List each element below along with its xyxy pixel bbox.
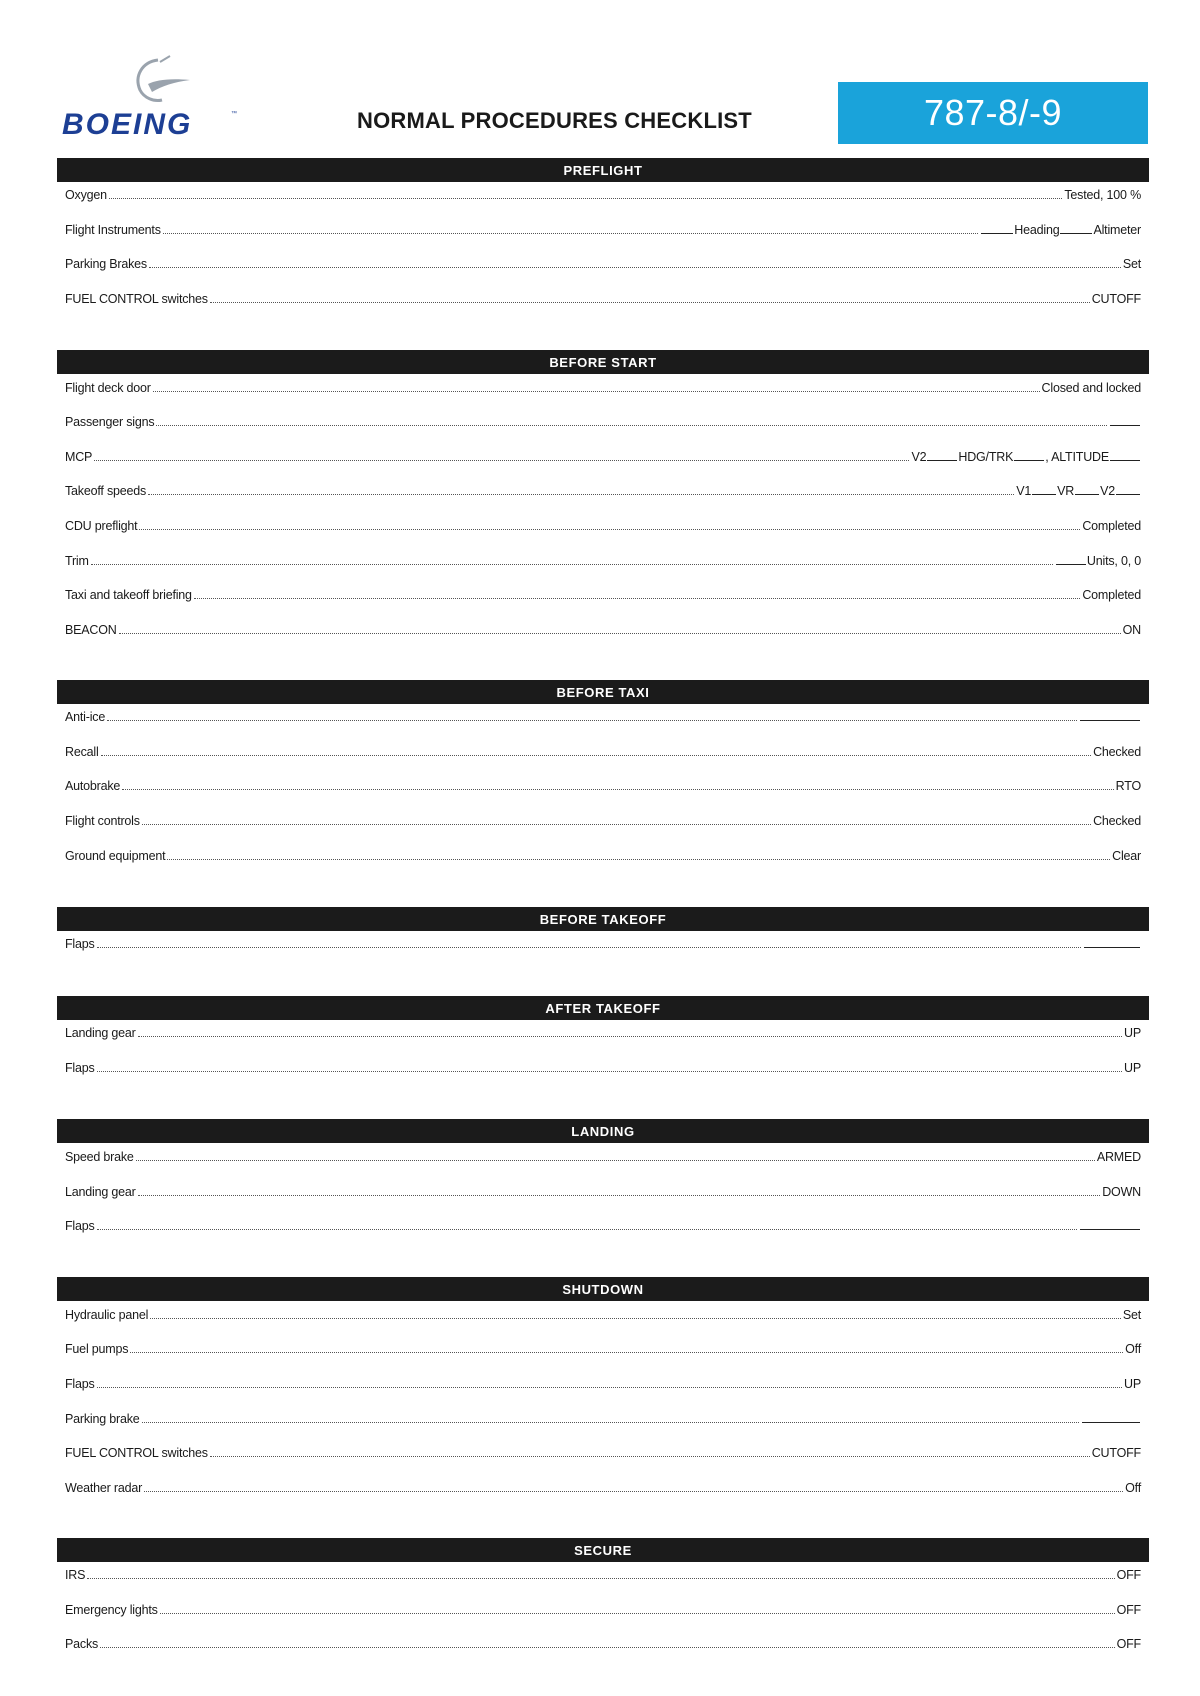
leader-dots [163,232,979,234]
blank-line [1116,482,1140,495]
leader-dots [138,1194,1101,1196]
item-value-hdg-trk: HDG/TRK [958,450,1014,464]
leader-dots [101,754,1092,756]
item-label: Flaps [65,937,95,951]
item-value-v2: V2 [1100,484,1115,498]
item-value [1083,935,1141,951]
item-label: Parking brake [65,1412,140,1426]
item-value: Set [1122,257,1141,271]
item-value: ARMED [1096,1150,1141,1164]
item-value-v1: V1 [1016,484,1032,498]
item-value: OFF [1116,1603,1141,1617]
item-value: CUTOFF [1091,1446,1141,1460]
item-value: ON [1122,623,1141,637]
blank-line [1110,448,1140,461]
item-value-vr: VR [1057,484,1075,498]
leader-dots [150,1317,1121,1319]
checklist-row [65,1373,1141,1391]
item-label: Emergency lights [65,1603,158,1617]
checklist-row [65,1564,1141,1582]
item-label: Anti-ice [65,710,106,724]
leader-dots [97,1228,1077,1230]
leader-dots [156,424,1107,426]
section-header-preflight: PREFLIGHT [57,158,1149,182]
boeing-emblem-icon [130,54,194,110]
section-header-shutdown: SHUTDOWN [57,1277,1149,1301]
checklist-row [65,550,1141,568]
model-badge: 787-8/-9 [838,82,1148,144]
item-label: Weather radar [65,1481,143,1495]
item-value-altitude: , ALTITUDE [1045,450,1109,464]
leader-dots [97,1386,1122,1388]
checklist-row [65,480,1141,498]
leader-dots [153,390,1040,392]
checklist-row [65,411,1141,429]
item-value: Closed and locked [1041,381,1141,395]
item-value: DOWN [1102,1185,1141,1199]
leader-dots [210,301,1090,303]
item-label: IRS [65,1568,86,1582]
item-value [1016,482,1141,498]
blank-line [1082,1410,1140,1423]
leader-dots [142,823,1091,825]
item-label: Trim [65,554,89,568]
checklist-row [65,1057,1141,1075]
item-value [1055,552,1141,568]
leader-dots [136,1159,1095,1161]
checklist-row [65,515,1141,533]
item-label: Landing gear [65,1185,136,1199]
item-value-units: Units, 0, 0 [1086,554,1141,568]
blank-line [1060,221,1092,234]
leader-dots [122,788,1113,790]
section-header-before-start: BEFORE START [57,350,1149,374]
blank-line [1032,482,1056,495]
blank-line [1080,1217,1140,1230]
blank-line [1075,482,1099,495]
item-label: CDU preflight [65,519,138,533]
item-value [1081,1410,1141,1426]
checklist-row [65,810,1141,828]
item-value [1079,1217,1141,1233]
item-label: Takeoff speeds [65,484,147,498]
item-label: Flaps [65,1219,95,1233]
item-label: Ground equipment [65,849,166,863]
item-label: Flight deck door [65,381,151,395]
leader-dots [144,1490,1123,1492]
item-label: Hydraulic panel [65,1308,149,1322]
item-label: Passenger signs [65,415,155,429]
item-label: Flight Instruments [65,223,161,237]
item-label: Oxygen [65,188,107,202]
blank-line [927,448,957,461]
trademark-mark: ™ [231,111,237,117]
section-header-secure: SECURE [57,1538,1149,1562]
checklist-row [65,775,1141,793]
item-value: UP [1124,1026,1141,1040]
item-value: OFF [1116,1637,1141,1651]
item-label: FUEL CONTROL switches [65,292,208,306]
checklist-row [65,1442,1141,1460]
leader-dots [100,1646,1115,1648]
checklist-row [65,1338,1141,1356]
item-label: Flaps [65,1061,95,1075]
leader-dots [91,563,1053,565]
item-label: BEACON [65,623,117,637]
checklist-row [65,377,1141,395]
checklist-row [65,1215,1141,1233]
leader-dots [97,946,1081,948]
item-label: Taxi and takeoff briefing [65,588,192,602]
item-value-v2: V2 [911,450,927,464]
leader-dots [138,1035,1122,1037]
leader-dots [142,1421,1079,1423]
item-label: Landing gear [65,1026,136,1040]
leader-dots [107,719,1077,721]
blank-line [1014,448,1044,461]
checklist-row [65,1599,1141,1617]
item-value: Checked [1093,814,1141,828]
leader-dots [148,493,1014,495]
leader-dots [130,1351,1123,1353]
item-label: Flight controls [65,814,140,828]
checklist-row [65,288,1141,306]
item-value: Clear [1112,849,1141,863]
item-value: CUTOFF [1091,292,1141,306]
checklist-row [65,253,1141,271]
item-value: Tested, 100 % [1064,188,1141,202]
item-value [911,448,1141,464]
checklist-row [65,1304,1141,1322]
item-value-altimeter: Altimeter [1093,223,1141,237]
item-value [1109,413,1141,429]
leader-dots [139,528,1080,530]
section-header-before-takeoff: BEFORE TAKEOFF [57,907,1149,931]
leader-dots [97,1070,1122,1072]
checklist-row [65,1477,1141,1495]
checklist-row [65,1633,1141,1651]
checklist-row [65,1408,1141,1426]
leader-dots [167,858,1110,860]
item-value: Set [1122,1308,1141,1322]
item-value: Off [1125,1342,1141,1356]
checklist-row [65,1022,1141,1040]
item-value [1079,708,1141,724]
item-label: MCP [65,450,93,464]
checklist-row [65,184,1141,202]
item-value: Completed [1082,588,1141,602]
checklist-row [65,933,1141,951]
item-value: Checked [1093,745,1141,759]
item-value: RTO [1115,779,1141,793]
item-value: OFF [1116,1568,1141,1582]
checklist-row [65,584,1141,602]
boeing-logo [62,54,240,141]
item-label: Packs [65,1637,99,1651]
leader-dots [109,197,1062,199]
item-label: Parking Brakes [65,257,147,271]
item-label: Autobrake [65,779,121,793]
checklist-row [65,741,1141,759]
checklist-row [65,1146,1141,1164]
leader-dots [160,1612,1115,1614]
blank-line [1056,552,1086,565]
item-label: Fuel pumps [65,1342,129,1356]
section-header-before-taxi: BEFORE TAXI [57,680,1149,704]
brand-wordmark: BOEING [62,108,193,141]
blank-line [981,221,1013,234]
leader-dots [194,597,1081,599]
item-label: Recall [65,745,99,759]
page-title: NORMAL PROCEDURES CHECKLIST [357,108,752,133]
checklist-row [65,1181,1141,1199]
item-value: Completed [1082,519,1141,533]
section-header-after-takeoff: AFTER TAKEOFF [57,996,1149,1020]
checklist-row [65,845,1141,863]
item-value [980,221,1141,237]
blank-line [1110,413,1140,426]
section-header-landing: LANDING [57,1119,1149,1143]
leader-dots [149,266,1121,268]
leader-dots [87,1577,1114,1579]
checklist-row [65,219,1141,237]
item-value: UP [1124,1061,1141,1075]
item-value-heading: Heading [1014,223,1060,237]
checklist-row [65,446,1141,464]
checklist-row [65,706,1141,724]
checklist-row [65,619,1141,637]
item-value: Off [1125,1481,1141,1495]
item-value: UP [1124,1377,1141,1391]
item-label: Speed brake [65,1150,134,1164]
item-label: Flaps [65,1377,95,1391]
item-label: FUEL CONTROL switches [65,1446,208,1460]
leader-dots [119,632,1121,634]
blank-line [1084,935,1140,948]
leader-dots [94,459,909,461]
blank-line [1080,708,1140,721]
leader-dots [210,1455,1090,1457]
